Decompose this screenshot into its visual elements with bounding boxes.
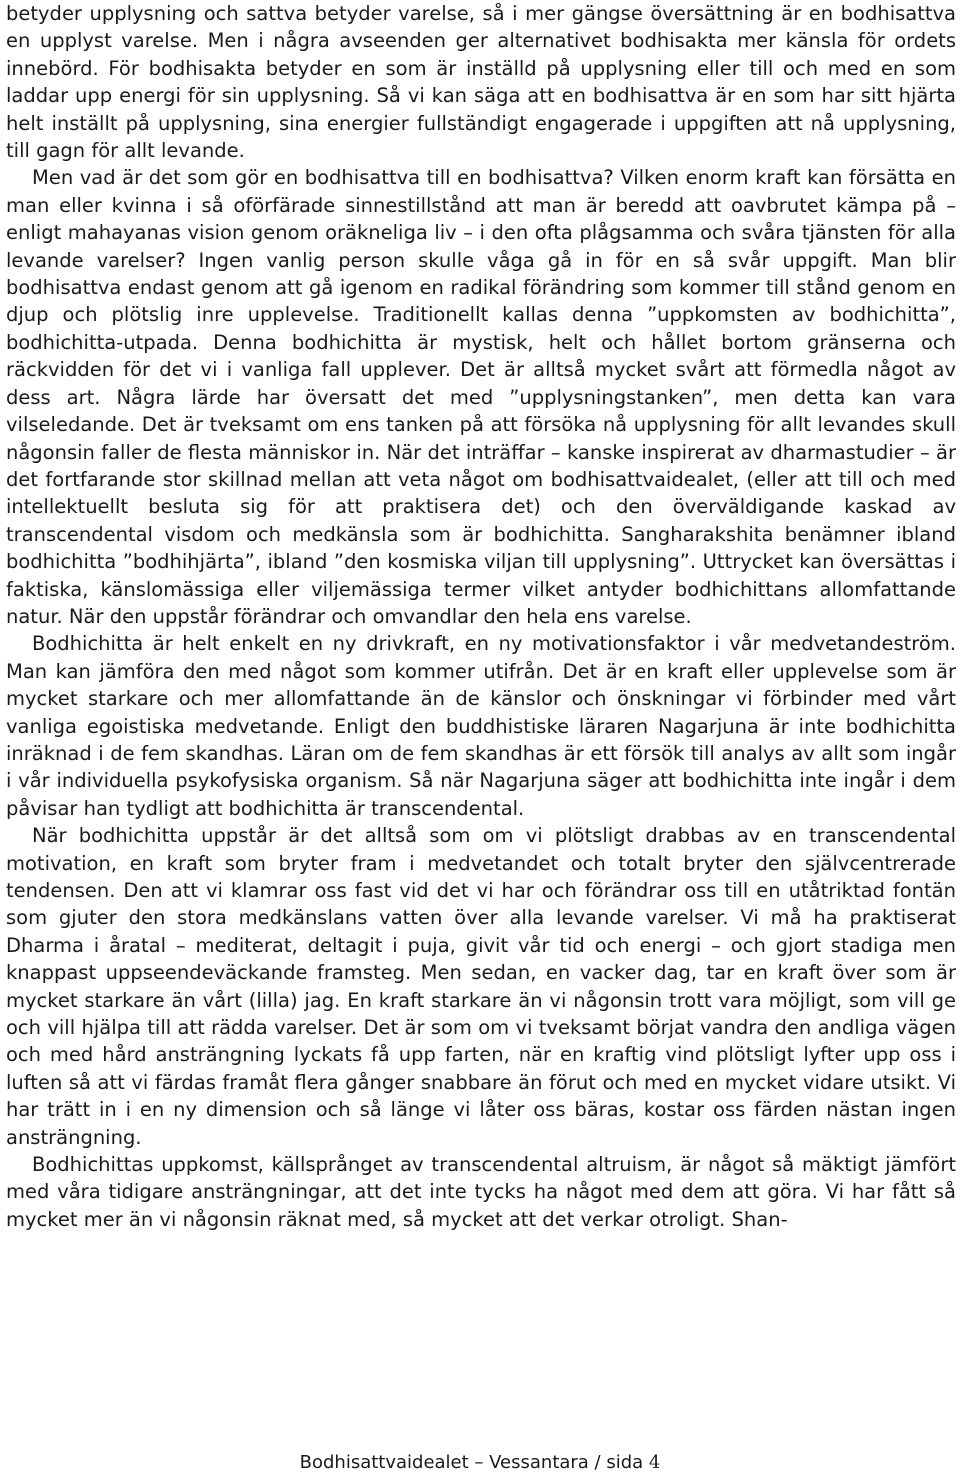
body-text (6, 0, 956, 1233)
footer-label: Bodhisattvaidealet – Vessantara / sida (299, 1452, 644, 1473)
page-footer (0, 1452, 960, 1473)
paragraph-3: Bodhichitta är helt enkelt en ny drivkraft, en ny motivationsfaktor i vår medvetandeström. Man kan jämföra den med något som kommer utifrån. Det är en kraft eller upplevelse som är mycket starkare och mer allomfattande än de känslor och önskningar vi förbinder med vårt vanliga egoistiska medvetande. Enligt den buddhistiske läraren Nagarjuna är inte bodhichitta inräknad i de fem skandhas. Läran om de fem skandhas är ett försök till analys av allt som ingår i vår individuella psykofysiska organism. Så när Nagarjuna säger att bodhichitta inte ingår i dem påvisar han tydligt att bodhichitta är transcendental. (6, 632, 956, 820)
page-number: 4 (648, 1452, 661, 1473)
paragraph-2: Men vad är det som gör en bodhisattva till en bodhisattva? Vilken enorm kraft kan försätta en man eller kvinna i så oförfärade sinnestillstånd att man är beredd att oavbrutet kämpa på – enligt mahayanas vision genom oräkneliga liv – i den ofta plågsamma och svåra tjänsten för alla levande varelser? Ingen vanlig person skulle våga gå in för en så svår uppgift. Man blir bodhisattva endast genom att gå igenom en radikal förändring som kommer till stånd genom en djup och plötslig inre upplevelse. Traditionellt kallas denna ”uppkomsten av bodhichitta”, bodhichitta-utpada. Denna bodhichitta är mystisk, helt och hållet bortom gränserna och räckvidden för det vi i vanliga fall upplever. Det är alltså mycket svårt att förmedla något av dess art. Några lärde har översatt det med ”upplysningstanken”, men detta kan vara vilseledande. Det är tveksamt om ens tanken på att försöka nå upplysning för allt levandes skull någonsin faller de flesta människor in. När det inträffar – kanske inspirerat av dharmastudier – är det fortfarande stor skillnad mellan att veta något om bodhisattvaidealet, (eller att till och med intellektuellt besluta sig för att praktisera det) och den överväldigande kaskad av transcendental visdom och medkänsla som är bodhichitta. Sangharakshita benämner ibland bodhichitta ”bodhihjärta”, ibland ”den kosmiska viljan till upplysning”. Uttrycket kan översättas i faktiska, känslomässiga eller viljemässiga termer vilket antyder bodhichittans allomfattande natur. När den uppstår förändrar och omvandlar den hela ens varelse. (6, 166, 956, 628)
paragraph-4: När bodhichitta uppstår är det alltså som om vi plötsligt drabbas av en transcendental motivation, en kraft som bryter fram i medvetandet och totalt bryter den självcentrerade tendensen. Den att vi klamrar oss fast vid det vi har och förändrar oss till en utåtriktad fontän som gjuter den stora medkänslans vatten över alla levande varelser. Vi må ha praktiserat Dharma i åratal – mediterat, deltagit i puja, givit vår tid och energi – och gjort stadiga men knappast uppseendeväckande framsteg. Men sedan, en vacker dag, tar en kraft över som är mycket starkare än vårt (lilla) jag. En kraft starkare än vi någonsin trott vara möjligt, som vill ge och vill hjälpa till att rädda varelser. Det är som om vi tveksamt börjat vandra den andliga vägen och med hård ansträngning lyckats få upp farten, när en kraftig vind plötsligt lyfter upp oss i luften så att vi färdas framåt flera gånger snabbare än förut och med en mycket vidare utsikt. Vi har trätt in i en ny dimension och så länge vi låter oss bäras, kostar oss färden nästan ingen ansträngning. (6, 824, 956, 1149)
paragraph-5: Bodhichittas uppkomst, källsprånget av transcendental altruism, är något så mäktigt jämfört med våra tidigare ansträngningar, att det inte tycks ha något med dem att göra. Vi har fått så mycket mer än vi någonsin räknat med, så mycket att det verkar otroligt. Shan- (6, 1153, 956, 1231)
paragraph-1: betyder upplysning och sattva betyder varelse, så i mer gängse översättning är en bodhisattva en upplyst varelse. Men i några avseenden ger alternativet bodhisakta mer känsla för ordets innebörd. För bodhisakta betyder en som är inställd på upplysning eller till och med en som laddar upp energi för sin upplysning. Så vi kan säga att en bodhisattva är en som har sitt hjärta helt inställt på upplysning, sina energier fullständigt engagerade i uppgiften att nå upplysning, till gagn för allt levande. (6, 2, 956, 163)
